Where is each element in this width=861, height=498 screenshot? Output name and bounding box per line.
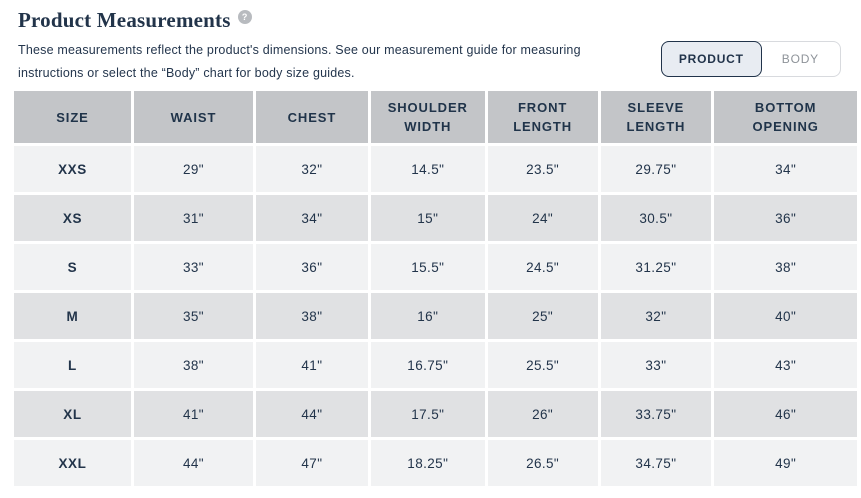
table-row-xxl [14, 440, 857, 486]
measurement-cell: 41" [256, 342, 368, 388]
measurement-cell: 35" [134, 293, 253, 339]
size-cell: S [14, 244, 131, 290]
column-header-shoulder-width: SHOULDER WIDTH [371, 91, 485, 143]
measurement-cell: 33" [601, 342, 712, 388]
title-row [18, 7, 861, 34]
measurement-cell: 23.5" [488, 146, 598, 192]
size-cell: XS [14, 195, 131, 241]
measurement-cell: 46" [714, 391, 857, 437]
column-header-size: SIZE [14, 91, 131, 143]
measurement-cell: 31.25" [601, 244, 712, 290]
column-header-waist: WAIST [134, 91, 253, 143]
column-header-sleeve-length: SLEEVE LENGTH [601, 91, 712, 143]
measurement-cell: 38" [714, 244, 857, 290]
measurement-cell: 49" [714, 440, 857, 486]
measurement-cell: 25" [488, 293, 598, 339]
size-cell: XL [14, 391, 131, 437]
size-cell: M [14, 293, 131, 339]
measurement-cell: 43" [714, 342, 857, 388]
measurement-cell: 40" [714, 293, 857, 339]
column-header-bottom-opening: BOTTOM OPENING [714, 91, 857, 143]
tab-product[interactable]: PRODUCT [661, 41, 762, 77]
header-row [14, 91, 857, 143]
table-row-xs [14, 195, 857, 241]
measurement-cell: 24" [488, 195, 598, 241]
measurement-cell: 36" [714, 195, 857, 241]
measurement-cell: 31" [134, 195, 253, 241]
table-row-xxs [14, 146, 857, 192]
page-title: Product Measurements [18, 8, 231, 32]
tab-body[interactable]: BODY [761, 42, 840, 76]
measurement-cell: 33.75" [601, 391, 712, 437]
measurement-cell: 15.5" [371, 244, 485, 290]
table-row-xl [14, 391, 857, 437]
measurement-cell: 18.25" [371, 440, 485, 486]
size-cell: XXL [14, 440, 131, 486]
table-row-s [14, 244, 857, 290]
measurement-cell: 33" [134, 244, 253, 290]
column-header-front-length: FRONT LENGTH [488, 91, 598, 143]
measurement-cell: 32" [601, 293, 712, 339]
description-line-1: These measurements reflect the product's dimensions. See our measurement guide for measuring [18, 43, 581, 57]
measurement-cell: 29.75" [601, 146, 712, 192]
measurements-table [11, 88, 860, 489]
info-icon[interactable]: ? [238, 10, 252, 24]
measurement-cell: 38" [134, 342, 253, 388]
measurement-cell: 24.5" [488, 244, 598, 290]
measurement-cell: 14.5" [371, 146, 485, 192]
size-cell: L [14, 342, 131, 388]
measurement-cell: 34" [256, 195, 368, 241]
measurement-cell: 26.5" [488, 440, 598, 486]
chart-type-toggle [661, 41, 841, 77]
measurement-cell: 32" [256, 146, 368, 192]
measurement-cell: 30.5" [601, 195, 712, 241]
size-cell: XXS [14, 146, 131, 192]
column-header-chest: CHEST [256, 91, 368, 143]
measurement-cell: 44" [134, 440, 253, 486]
measurement-cell: 47" [256, 440, 368, 486]
measurement-cell: 44" [256, 391, 368, 437]
measurement-cell: 41" [134, 391, 253, 437]
table-row-l [14, 342, 857, 388]
measurement-cell: 16" [371, 293, 485, 339]
measurement-cell: 29" [134, 146, 253, 192]
measurement-cell: 34.75" [601, 440, 712, 486]
measurement-cell: 17.5" [371, 391, 485, 437]
measurement-cell: 26" [488, 391, 598, 437]
measurement-cell: 34" [714, 146, 857, 192]
measurement-cell: 15" [371, 195, 485, 241]
measurement-cell: 25.5" [488, 342, 598, 388]
measurement-cell: 36" [256, 244, 368, 290]
description-line-2: instructions or select the “Body” chart for body size guides. [18, 66, 355, 80]
measurement-cell: 16.75" [371, 342, 485, 388]
table-row-m [14, 293, 857, 339]
measurement-cell: 38" [256, 293, 368, 339]
